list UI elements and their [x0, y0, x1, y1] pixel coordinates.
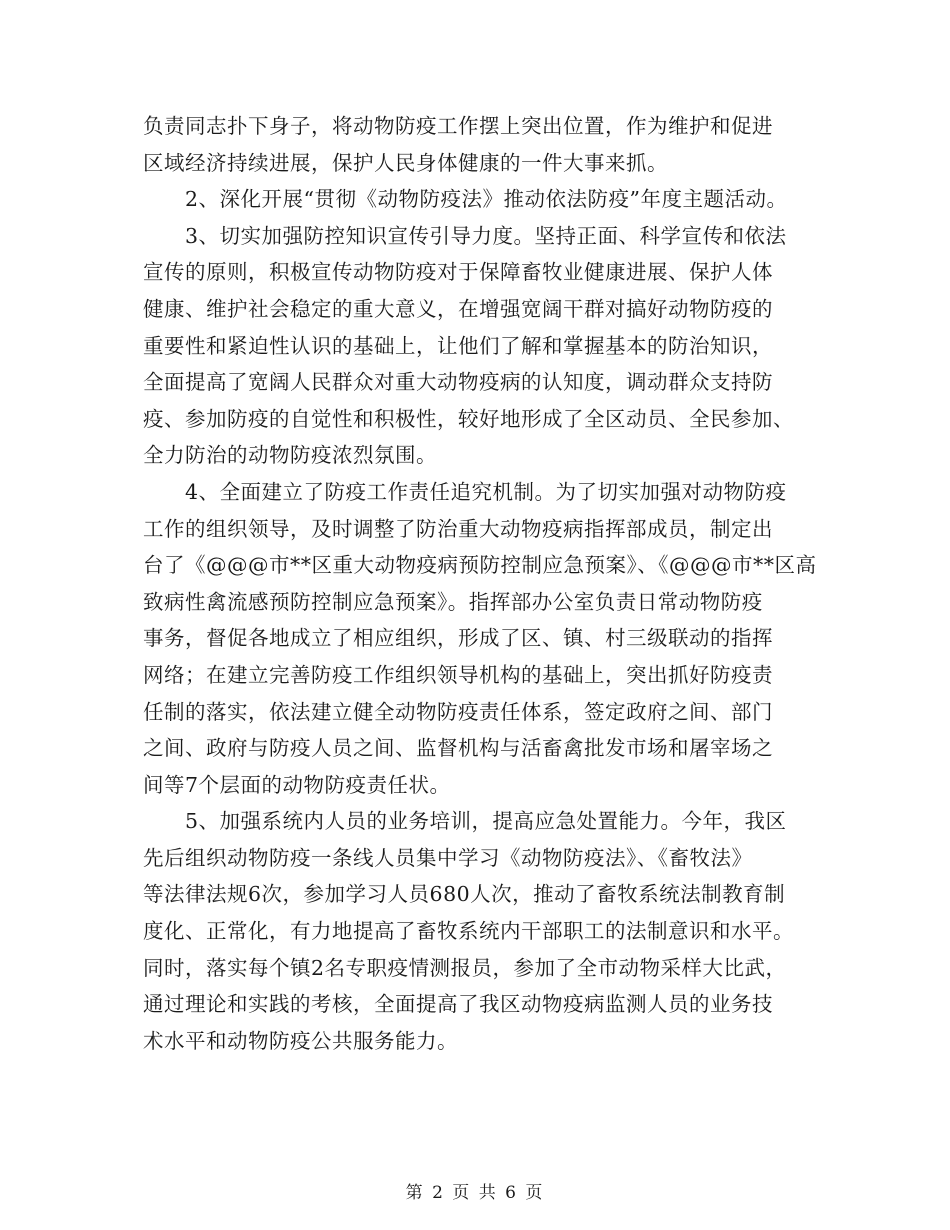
text-line: 5、加强系统内人员的业务培训，提高应急处置能力。今年，我区 [185, 809, 787, 834]
text-line: 先后组织动物防疫一条线人员集中学习《动物防疫法》、《畜牧法》 [143, 845, 753, 870]
text-line: 负责同志扑下身子，将动物防疫工作摆上突出位置，作为维护和促进 [143, 114, 773, 138]
text-line: 度化、正常化，有力地提高了畜牧系统内干部职工的法制意识和水平。 [143, 919, 794, 944]
text-line: 重要性和紧迫性认识的基础上，让他们了解和掌握基本的防治知识， [143, 333, 773, 358]
text-line: 同时，落实每个镇2名专职疫情测报员，参加了全市动物采样大比武， [143, 955, 787, 980]
text-line: 台了《@@@市**区重大动物疫病预防控制应急预案》、《@@@市**区高 [143, 553, 817, 578]
page-number-footer: 第 2 页 共 6 页 [405, 1183, 545, 1203]
text-line: 间等7个层面的动物防疫责任状。 [143, 772, 451, 797]
text-line: 全面提高了宽阔人民群众对重大动物疫病的认知度，调动群众支持防 [143, 370, 773, 395]
text-line: 3、切实加强防控知识宣传引导力度。坚持正面、科学宣传和依法 [185, 223, 787, 248]
text-line: 任制的落实，依法建立健全动物防疫责任体系，签定政府之间、部门 [143, 699, 773, 724]
text-line: 健康、维护社会稳定的重大意义，在增强宽阔干群对搞好动物防疫的 [143, 296, 773, 321]
text-line: 工作的组织领导，及时调整了防治重大动物疫病指挥部成员，制定出 [143, 516, 773, 541]
text-line: 宣传的原则，积极宣传动物防疫对于保障畜牧业健康进展、保护人体 [143, 260, 773, 285]
text-line: 2、深化开展“贯彻《动物防疫法》推动依法防疫”年度主题活动。 [185, 187, 788, 212]
text-line: 全力防治的动物防疫浓烈氛围。 [143, 443, 437, 468]
text-line: 网络；在建立完善防疫工作组织领导机构的基础上，突出抓好防疫责 [143, 662, 773, 687]
text-line: 事务，督促各地成立了相应组织，形成了区、镇、村三级联动的指挥 [143, 626, 773, 651]
text-line: 4、全面建立了防疫工作责任追究机制。为了切实加强对动物防疫 [185, 479, 787, 504]
document-body [143, 108, 823, 1059]
text-line: 等法律法规6次，参加学习人员680人次，推动了畜牧系统法制教育制 [143, 882, 786, 907]
text-line: 之间、政府与防疫人员之间、监督机构与活畜禽批发市场和屠宰场之 [143, 736, 773, 761]
text-line: 疫、参加防疫的自觉性和积极性，较好地形成了全区动员、全民参加、 [143, 406, 794, 431]
text-line: 区域经济持续进展，保护人民身体健康的一件大事来抓。 [143, 150, 668, 175]
text-line: 术水平和动物防疫公共服务能力。 [143, 1028, 458, 1053]
text-line: 致病性禽流感预防控制应急预案》。指挥部办公室负责日常动物防疫 [143, 589, 763, 614]
text-line: 通过理论和实践的考核，全面提高了我区动物疫病监测人员的业务技 [143, 992, 773, 1017]
